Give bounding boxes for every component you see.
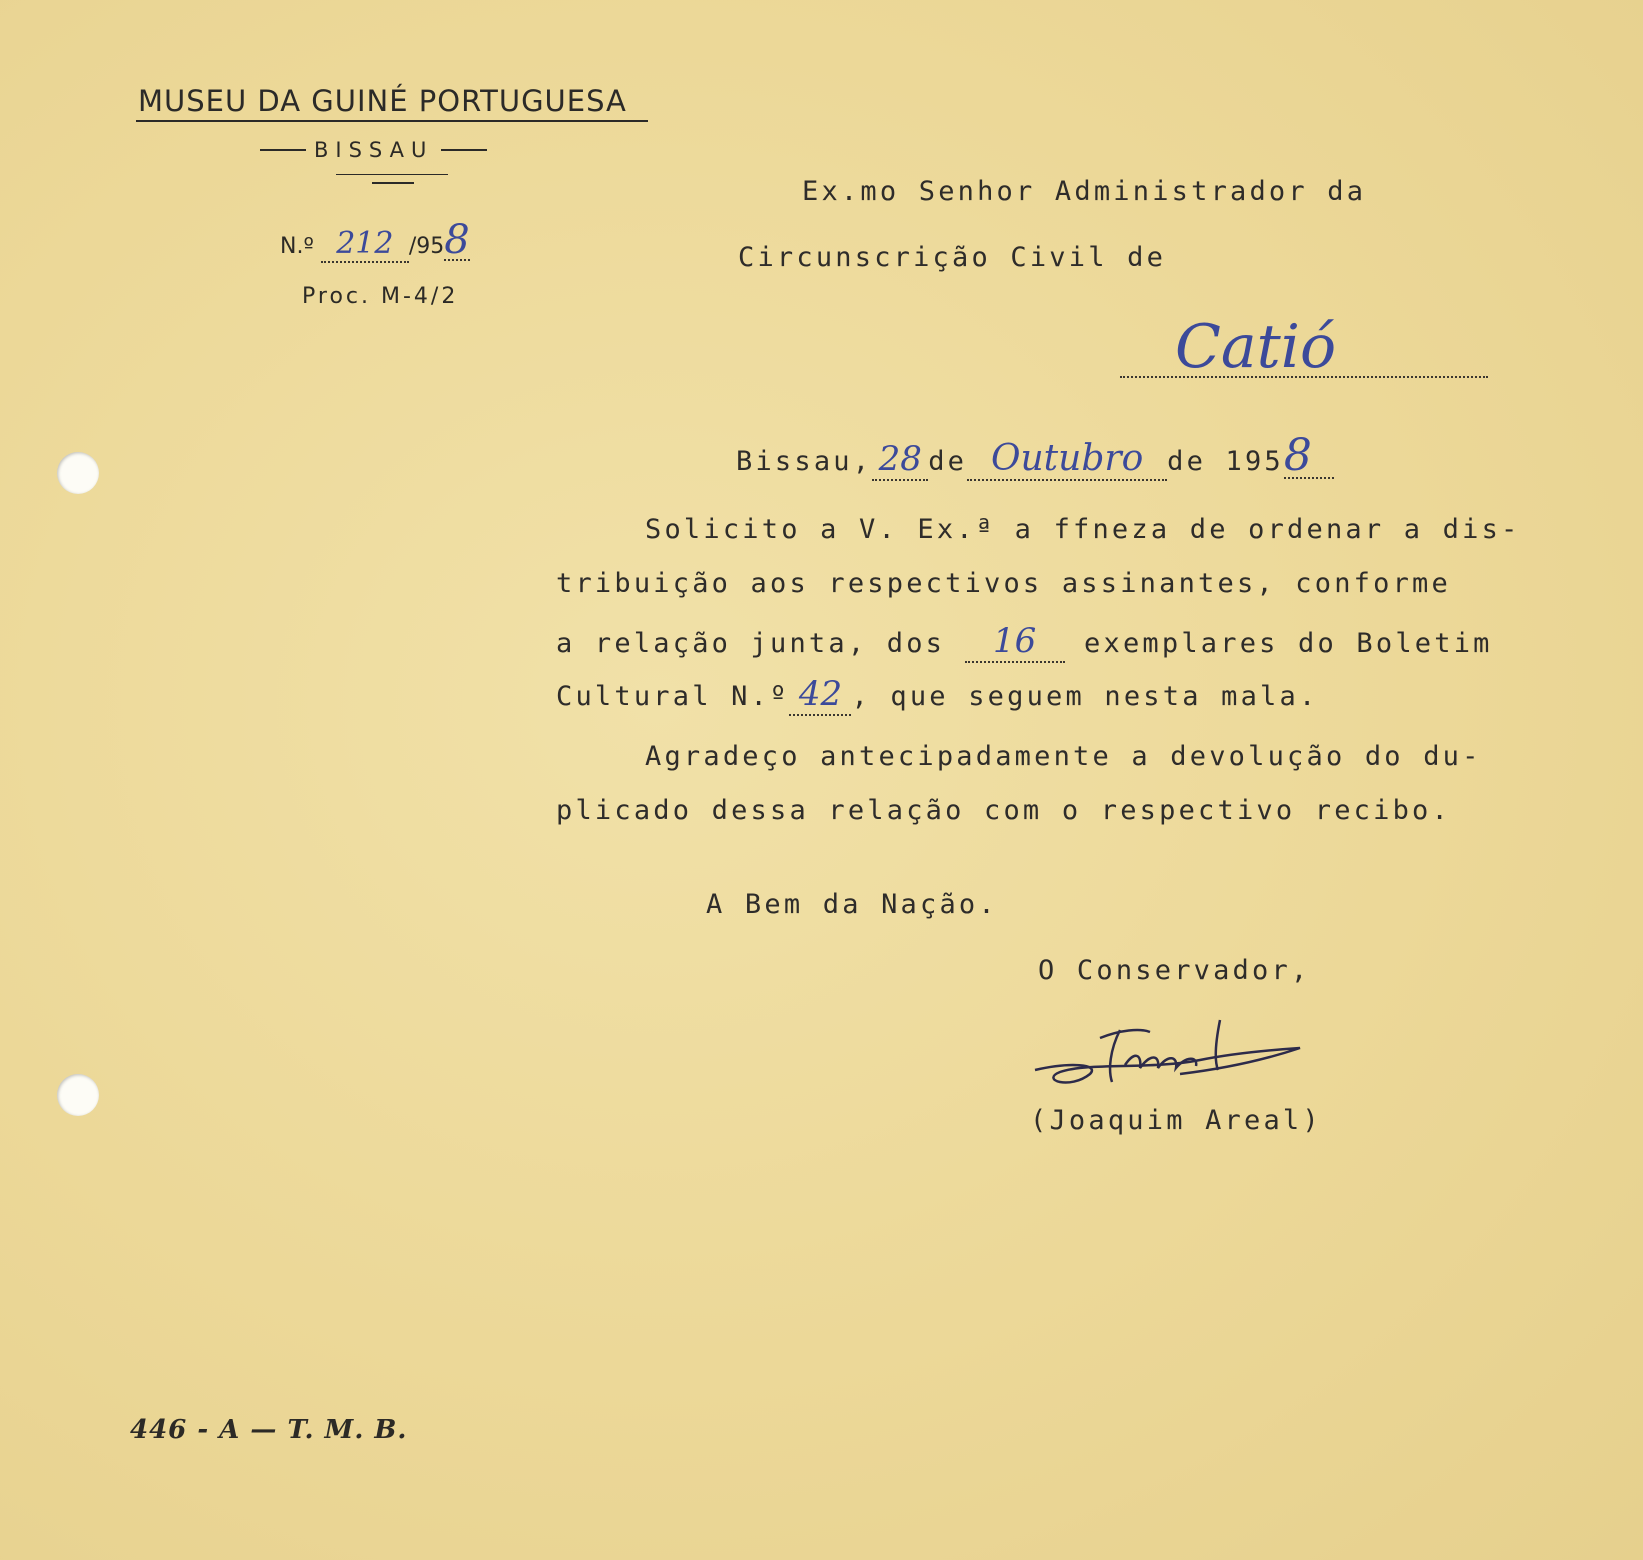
month-field xyxy=(967,438,1167,481)
letterhead-rule xyxy=(136,120,648,122)
body-line-5: Agradeço antecipadamente a devolução do du- xyxy=(645,741,1482,772)
body-line-3-end: exemplares do Boletim xyxy=(1084,628,1493,659)
handwritten-signature xyxy=(1030,1010,1310,1100)
number-prefix: N.º xyxy=(280,234,314,259)
city-dash-left xyxy=(260,149,306,151)
signatory-role: O Conservador, xyxy=(1038,955,1311,986)
institution-name: MUSEU DA GUINÉ PORTUGUESA xyxy=(138,84,627,118)
day-handwritten: 28 xyxy=(878,439,922,479)
count-handwritten: 16 xyxy=(992,621,1037,661)
issue-field xyxy=(789,674,851,716)
process-reference: Proc. M-4/2 xyxy=(302,284,459,309)
form-code: 446 - A — T. M. B. xyxy=(130,1415,408,1445)
date-de-2: de xyxy=(1167,446,1207,477)
letterhead-city xyxy=(260,138,487,162)
year-field xyxy=(444,217,470,263)
day-field xyxy=(872,439,928,481)
signatory-name: (Joaquim Areal) xyxy=(1030,1105,1322,1136)
year-digit-handwritten: 8 xyxy=(1283,430,1312,481)
punch-hole-bottom xyxy=(57,1074,99,1116)
recipient-line-2: Circunscrição Civil de xyxy=(738,242,1167,273)
city-dash-right xyxy=(441,149,487,151)
date-line xyxy=(736,430,1334,481)
body-line-4 xyxy=(556,674,1318,716)
closing-salutation: A Bem da Nação. xyxy=(706,889,998,920)
ornament-rule xyxy=(336,174,448,175)
punch-hole-top xyxy=(57,452,99,494)
date-city: Bissau, xyxy=(736,446,873,477)
number-handwritten: 212 xyxy=(336,226,394,261)
date-year-prefix: 195 xyxy=(1225,446,1284,477)
city-name: BISSAU xyxy=(314,138,434,162)
body-line-4-start: Cultural N.º xyxy=(556,681,790,712)
issue-handwritten: 42 xyxy=(798,674,843,714)
body-line-4-end: , que seguem nesta mala. xyxy=(851,681,1319,712)
count-field xyxy=(965,621,1065,663)
body-line-6: plicado dessa relação com o respectivo recibo. xyxy=(556,795,1451,826)
year-handwritten: 8 xyxy=(444,217,470,263)
place-dotted-line xyxy=(1120,376,1488,378)
recipient-line-1: Ex.mo Senhor Administrador da xyxy=(802,176,1367,207)
body-line-3 xyxy=(556,621,1493,663)
month-handwritten: Outubro xyxy=(990,438,1144,479)
body-line-2: tribuição aos respectivos assinantes, conforme xyxy=(556,568,1451,599)
recipient-place-handwritten: Catió xyxy=(1175,312,1337,382)
body-line-3-start: a relação junta, dos xyxy=(556,628,946,659)
reference-number xyxy=(280,217,470,263)
date-de-1: de xyxy=(928,446,968,477)
year-digit-field xyxy=(1283,430,1334,481)
ornament-rule-short xyxy=(372,182,414,184)
body-line-1: Solicito a V. Ex.ª a ffneza de ordenar a dis- xyxy=(645,514,1521,545)
number-field xyxy=(321,226,409,263)
year-prefix: /95 xyxy=(408,234,445,259)
